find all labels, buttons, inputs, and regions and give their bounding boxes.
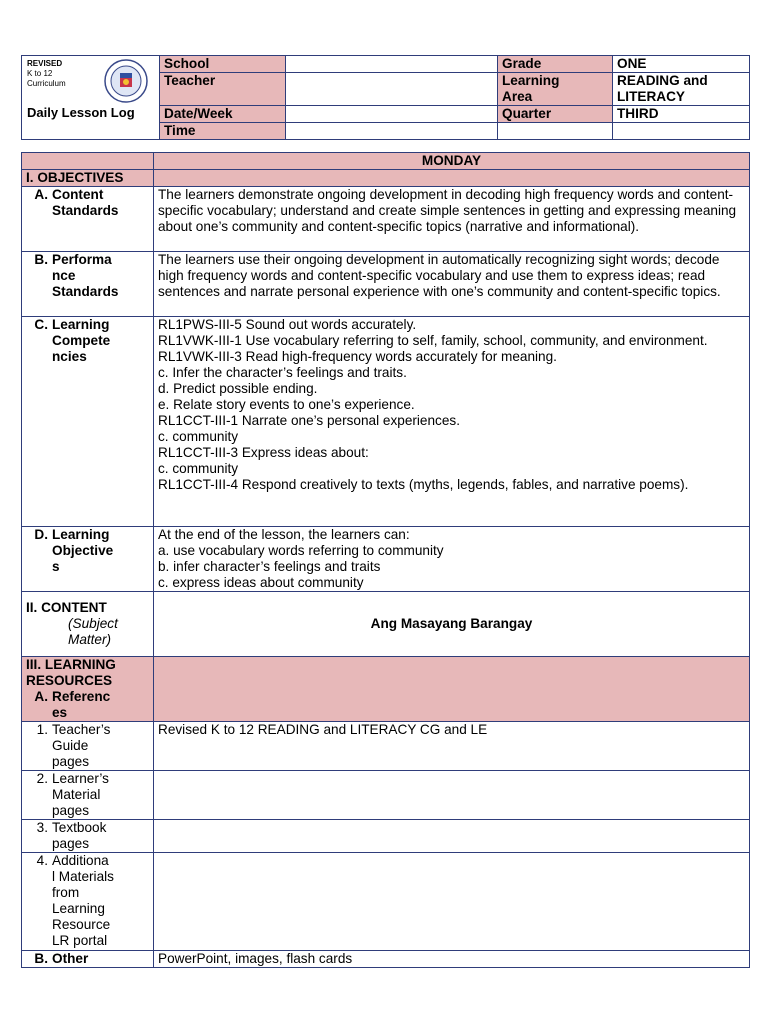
day-header: MONDAY: [154, 153, 750, 170]
revised-line-2: K to 12: [27, 69, 53, 78]
competencies-list: [154, 317, 750, 527]
objective-line: At the end of the lesson, the learners can:: [158, 527, 410, 542]
learners-material-label-line: pages: [52, 803, 90, 818]
additional-materials-label-line: LR portal: [52, 933, 108, 948]
teachers-guide-label-line: Guide: [52, 738, 89, 753]
resources-fill: [154, 657, 750, 722]
competencies-label-line: ncies: [52, 349, 87, 364]
competencies-label: [22, 317, 154, 527]
revised-line-3: Curriculum: [27, 79, 66, 88]
deped-seal-icon: [104, 59, 148, 103]
competency-line: RL1CCT-III-3 Express ideas about:: [158, 445, 369, 460]
references-label-line: es: [52, 705, 68, 720]
blank-cell-1: [498, 123, 613, 140]
objective-line: b. infer character’s feelings and traits: [158, 559, 381, 574]
date-week-label: Date/Week: [160, 106, 286, 123]
performance-standards-label: [22, 252, 154, 317]
date-week-field[interactable]: [286, 106, 498, 123]
school-field[interactable]: [286, 56, 498, 73]
textbook-label-line: pages: [52, 836, 90, 851]
header-logo-cell: [22, 56, 160, 140]
other-resources-marker: B.: [34, 951, 48, 966]
teachers-guide-label-line: pages: [52, 754, 90, 769]
resources-label: [22, 657, 154, 722]
additional-materials-label-line: Resource: [52, 917, 111, 932]
references-label-line: Referenc: [52, 689, 111, 704]
revised-line-1: REVISED: [27, 59, 63, 68]
performance-standards-marker: B.: [34, 252, 48, 267]
performance-standards-label-line: Performa: [52, 252, 112, 267]
additional-materials-value: [154, 853, 750, 951]
learning-objectives-label-line: Learning: [52, 527, 110, 542]
competencies-label-line: Compete: [52, 333, 111, 348]
textbook-marker: 3.: [36, 820, 48, 835]
content-subtitle-line: (Subject: [68, 616, 118, 631]
other-resources-label: [22, 951, 154, 968]
learning-objectives-label-line: Objective: [52, 543, 114, 558]
additional-materials-label-line: Additiona: [52, 853, 109, 868]
learning-area-label: [498, 73, 613, 106]
learning-area-label-line2: Area: [502, 89, 533, 104]
additional-materials-label-line: Learning: [52, 901, 105, 916]
competency-line: e. Relate story events to one’s experience.: [158, 397, 415, 412]
lesson-log-table: [21, 152, 750, 968]
textbook-value: [154, 820, 750, 853]
resources-title-line: III. LEARNING: [26, 657, 116, 672]
competency-line: RL1VWK-III-3 Read high-frequency words accurately for meaning.: [158, 349, 557, 364]
quarter-value: THIRD: [613, 106, 750, 123]
references-marker: A.: [34, 689, 48, 704]
learning-objectives-marker: D.: [34, 527, 48, 542]
performance-standards-text: The learners use their ongoing development in automatically recognizing sight words; decode high frequency words and content-specific vocabulary and use them to express ideas; read sentences and narrate personal experience with one’s community and content-specific topics.: [154, 252, 750, 317]
learners-material-label-line: Learner’s: [52, 771, 109, 786]
performance-standards-label-line: Standards: [52, 284, 119, 299]
textbook-label-line: Textbook: [52, 820, 107, 835]
teachers-guide-marker: 1.: [36, 722, 48, 737]
competency-line: RL1VWK-III-1 Use vocabulary referring to self, family, school, community, and environment.: [158, 333, 708, 348]
learning-objectives-label-line: s: [52, 559, 60, 574]
content-subtitle-line: Matter): [68, 632, 112, 647]
other-resources-label-text: Other: [52, 951, 89, 966]
learners-material-marker: 2.: [36, 771, 48, 786]
teachers-guide-label-line: Teacher’s: [52, 722, 111, 737]
learning-area-value-line1: READING and: [617, 73, 708, 88]
content-standards-marker: A.: [34, 187, 48, 202]
competency-line: c. community: [158, 429, 239, 444]
objectives-title: I. OBJECTIVES: [22, 170, 154, 187]
additional-materials-label-line: l Materials: [52, 869, 114, 884]
objective-line: c. express ideas about community: [158, 575, 364, 590]
competency-line: c. Infer the character’s feelings and traits.: [158, 365, 407, 380]
objective-line: a. use vocabulary words referring to community: [158, 543, 444, 558]
time-field[interactable]: [286, 123, 498, 140]
grade-value: ONE: [613, 56, 750, 73]
competency-line: c. community: [158, 461, 239, 476]
content-label: [22, 592, 154, 657]
textbook-label: [22, 820, 154, 853]
resources-title-line: RESOURCES: [26, 673, 113, 688]
competency-line: RL1CCT-III-4 Respond creatively to texts (myths, legends, fables, and narrative poems).: [158, 477, 689, 492]
school-label: School: [160, 56, 286, 73]
content-standards-text: The learners demonstrate ongoing development in decoding high frequency words and content-specific vocabulary; understand and create simple sentences in getting and expressing meaning about one’s community and content-specific topics (narrative and informational).: [154, 187, 750, 252]
additional-materials-label-line: from: [52, 885, 80, 900]
learners-material-label: [22, 771, 154, 820]
learning-area-value-line2: LITERACY: [617, 89, 685, 104]
learning-area-label-line1: Learning: [502, 73, 560, 88]
competencies-marker: C.: [34, 317, 48, 332]
content-standards-label-line: Content: [52, 187, 104, 202]
teachers-guide-value: Revised K to 12 READING and LITERACY CG and LE: [154, 722, 750, 771]
objectives-title-fill: [154, 170, 750, 187]
content-title: II. CONTENT: [26, 600, 107, 615]
learning-area-value: [613, 73, 750, 106]
additional-materials-marker: 4.: [36, 853, 48, 868]
blank-cell-2: [613, 123, 750, 140]
additional-materials-label: [22, 853, 154, 951]
corner-cell: [22, 153, 154, 170]
quarter-label: Quarter: [498, 106, 613, 123]
competency-line: d. Predict possible ending.: [158, 381, 318, 396]
learning-objectives-list: [154, 527, 750, 592]
learners-material-label-line: Material: [52, 787, 101, 802]
performance-standards-label-line: nce: [52, 268, 76, 283]
competency-line: RL1CCT-III-1 Narrate one’s personal experiences.: [158, 413, 460, 428]
teacher-label: Teacher: [160, 73, 286, 106]
learning-objectives-label: [22, 527, 154, 592]
daily-lesson-log-title: Daily Lesson Log: [27, 105, 135, 120]
time-label: Time: [160, 123, 286, 140]
grade-label: Grade: [498, 56, 613, 73]
teachers-guide-label: [22, 722, 154, 771]
competency-line: RL1PWS-III-5 Sound out words accurately.: [158, 317, 417, 332]
competencies-label-line: Learning: [52, 317, 110, 332]
content-standards-label-line: Standards: [52, 203, 119, 218]
teacher-field[interactable]: [286, 73, 498, 106]
content-value: Ang Masayang Barangay: [154, 592, 750, 657]
content-standards-label: [22, 187, 154, 252]
header-table: [21, 55, 750, 140]
other-resources-value: PowerPoint, images, flash cards: [154, 951, 750, 968]
learners-material-value: [154, 771, 750, 820]
